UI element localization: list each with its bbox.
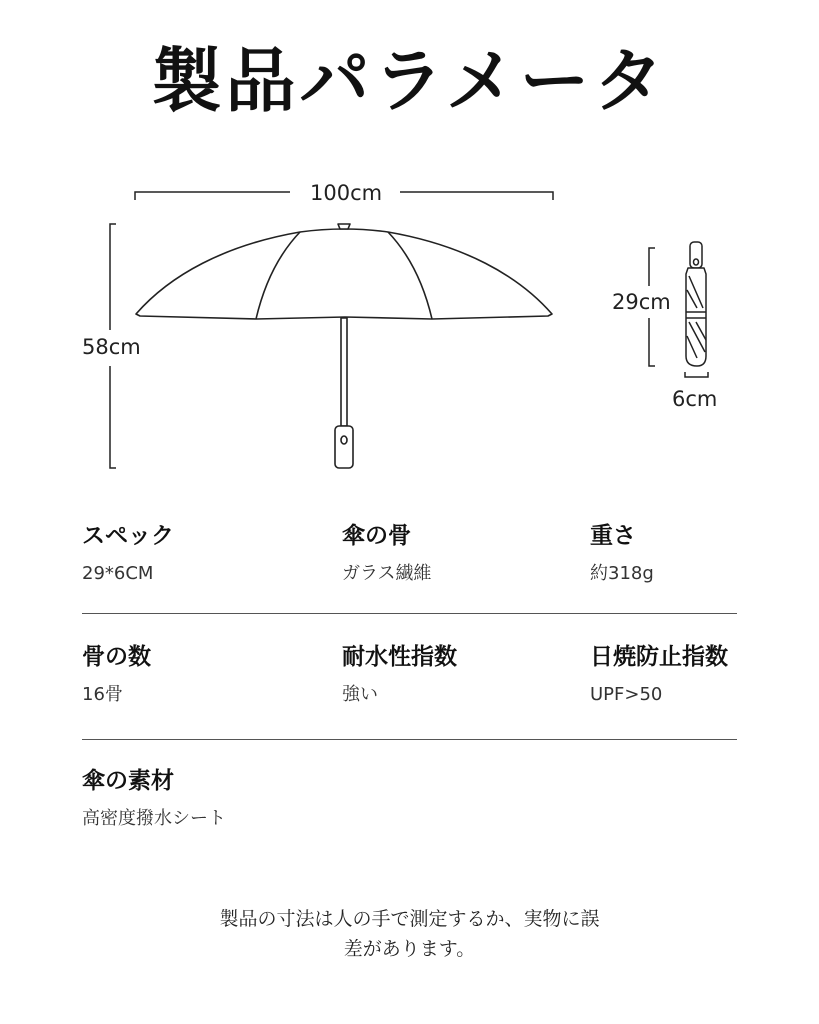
- folded-length-label: 29cm: [612, 290, 671, 314]
- spec-label: 重さ: [590, 523, 636, 549]
- spec-label: 傘の素材: [82, 768, 174, 794]
- spec-value: UPF>50: [590, 684, 663, 705]
- page-title: 製品パラメータ: [151, 40, 668, 122]
- spec-value: 約318g: [590, 563, 654, 584]
- note-line: 差があります。: [343, 938, 476, 960]
- spec-label: 耐水性指数: [342, 644, 457, 670]
- height-dimension-label: 58cm: [82, 335, 141, 359]
- measurement-note: [0, 904, 819, 964]
- spec-label: 傘の骨: [342, 523, 411, 549]
- divider: [82, 613, 737, 614]
- spec-cell-size: [82, 521, 322, 587]
- spec-value: 高密度撥水シート: [82, 808, 226, 829]
- spec-cell-water-resistance: [342, 642, 582, 708]
- spec-cell-rib: [342, 521, 582, 587]
- spec-cell-rib-count: [82, 642, 322, 708]
- open-umbrella-icon: [136, 224, 552, 468]
- spec-label: スペック: [82, 523, 174, 549]
- spec-label: 骨の数: [82, 644, 151, 670]
- spec-label: 日焼防止指数: [590, 644, 728, 670]
- divider: [82, 739, 737, 740]
- width-dimension-label: 100cm: [306, 180, 386, 206]
- spec-value: 強い: [342, 684, 378, 705]
- folded-width-label: 6cm: [672, 387, 718, 411]
- spec-cell-weight: [590, 521, 819, 587]
- spec-cell-material: [82, 766, 382, 832]
- spec-value: 29*6CM: [82, 563, 154, 584]
- folded-width-dimension-line: [685, 372, 708, 377]
- note-line: 製品の寸法は人の手で測定するか、実物に誤: [219, 908, 600, 930]
- folded-umbrella-icon: [686, 242, 706, 366]
- spec-cell-uv-protection: [590, 642, 819, 708]
- spec-value: 16骨: [82, 684, 123, 705]
- spec-value: ガラス繊維: [342, 563, 432, 584]
